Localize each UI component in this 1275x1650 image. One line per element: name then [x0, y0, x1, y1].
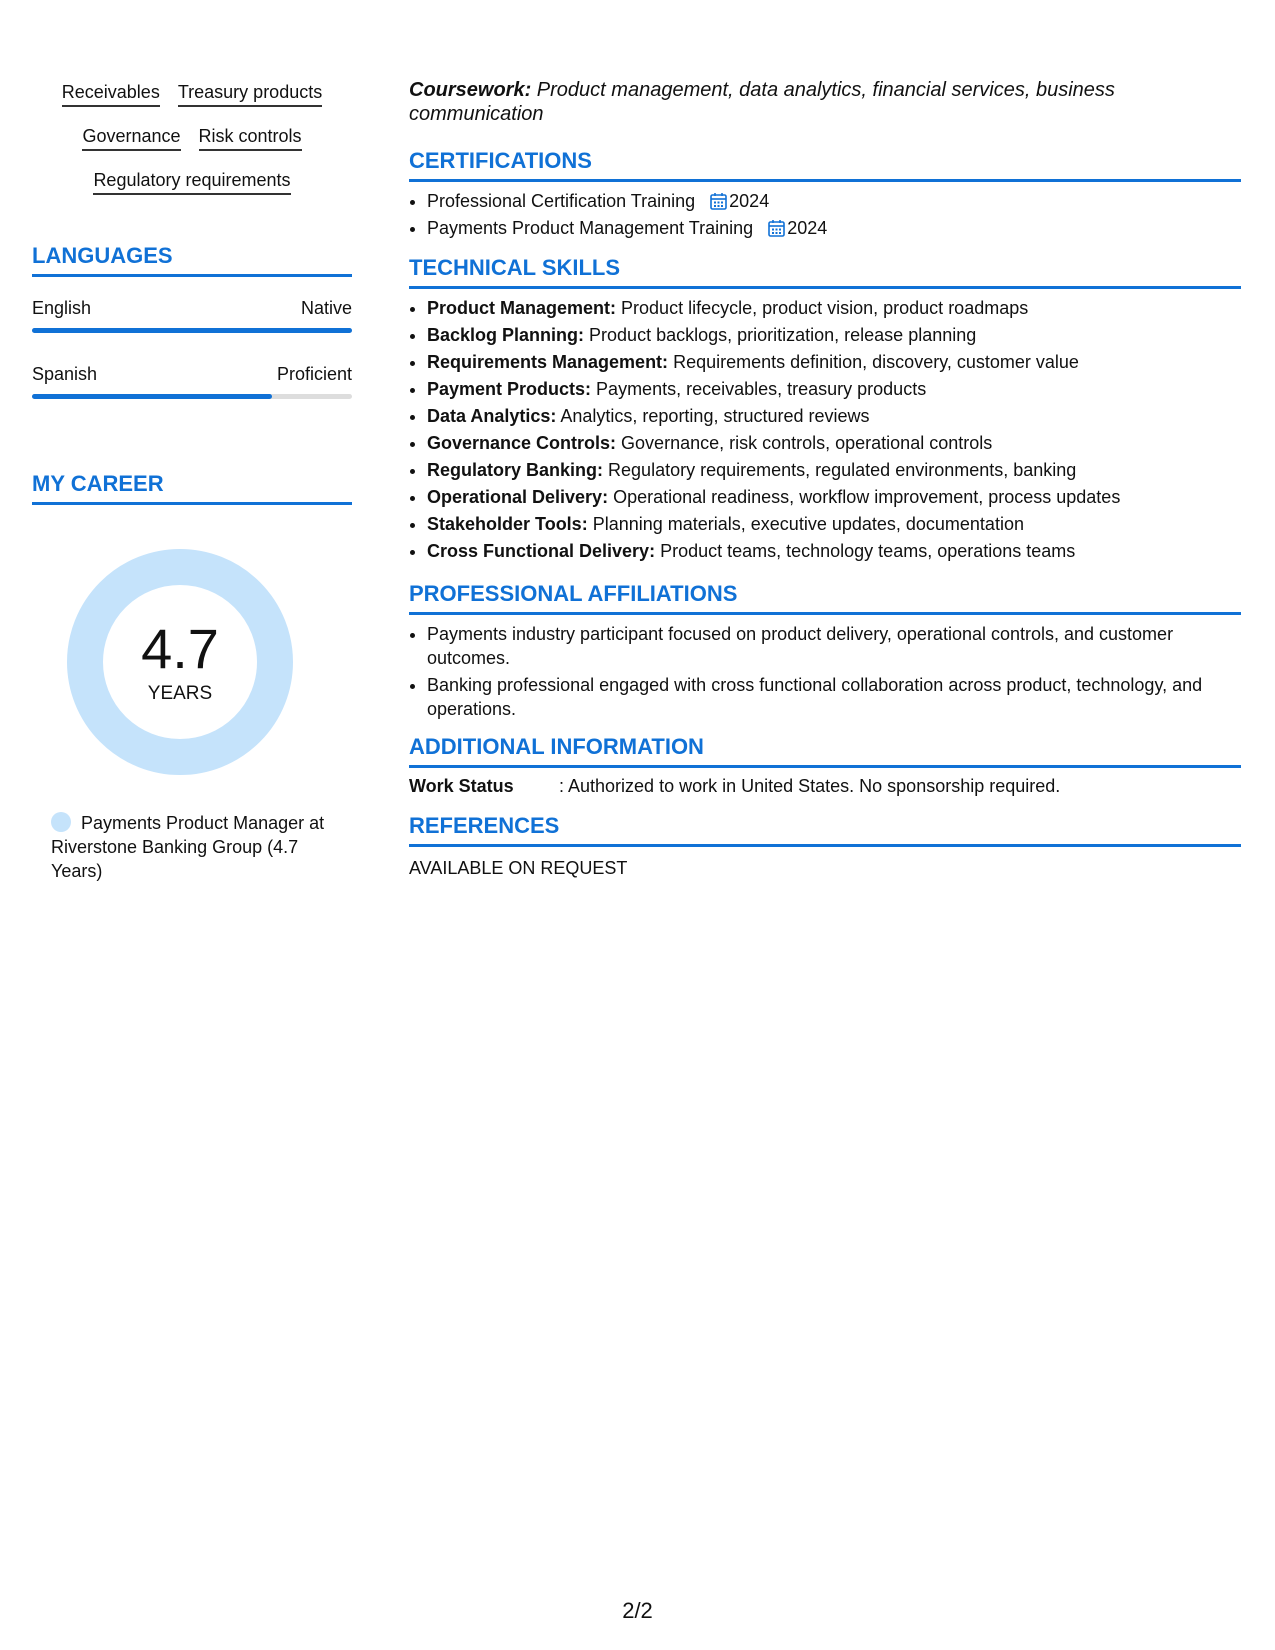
affiliation-item: • Banking professional engaged with cross functional collaboration across product, technology, and operations. — [427, 673, 1241, 721]
skill-item — [427, 376, 1241, 403]
skill-text: Analytics, reporting, structured reviews — [556, 406, 870, 426]
skill-label: Data Analytics: — [427, 406, 557, 426]
skill-text: Product teams, technology teams, operations teams — [655, 541, 1076, 561]
certification-name: Professional Certification Training — [427, 191, 696, 211]
affiliations-section — [409, 580, 1241, 721]
languages-title: LANGUAGES — [32, 243, 173, 268]
career-years-unit: YEARS — [147, 683, 213, 704]
skill-item — [427, 457, 1241, 484]
skill-item — [427, 349, 1241, 376]
additional-info-section — [409, 733, 1241, 798]
coursework-label: Coursework: — [409, 79, 532, 101]
legend-dot-icon — [51, 812, 71, 832]
skill-label: Governance Controls: — [427, 433, 617, 453]
page-number: 2/2 — [622, 1598, 653, 1623]
language-level: Native — [300, 298, 352, 318]
language-progress-fill — [32, 394, 272, 399]
sidebar — [32, 80, 352, 883]
additional-info-title: ADDITIONAL INFORMATION — [409, 734, 704, 759]
skill-text: Product backlogs, prioritization, release planning — [584, 325, 977, 345]
skill-label: Backlog Planning: — [427, 325, 585, 345]
skill-item — [427, 538, 1241, 565]
language-name: Spanish — [32, 364, 98, 384]
skill-label: Requirements Management: — [427, 352, 669, 372]
skill-text: Operational readiness, workflow improvement, process updates — [608, 487, 1121, 507]
coursework — [409, 78, 1241, 126]
work-status-value: : Authorized to work in United States. No sponsorship required. — [559, 776, 1061, 796]
tag-receivables: Receivables — [62, 80, 160, 107]
language-progress-fill — [32, 328, 352, 333]
career-legend-text: Payments Product Manager at Riverstone Banking Group (4.7 Years) — [51, 813, 325, 881]
skill-label: Payment Products: — [427, 379, 592, 399]
tag-governance: Governance — [82, 124, 180, 151]
section-divider — [409, 179, 1241, 182]
skill-label: Regulatory Banking: — [427, 460, 604, 480]
certifications-section — [409, 147, 1241, 242]
section-divider — [32, 502, 352, 505]
work-status-row — [409, 774, 1241, 798]
career-legend — [51, 811, 341, 883]
language-progress-bar — [32, 394, 352, 399]
language-item — [32, 296, 352, 333]
career-title: MY CAREER — [32, 471, 164, 496]
skill-label: Cross Functional Delivery: — [427, 541, 656, 561]
main-content — [409, 78, 1241, 880]
skill-label: Operational Delivery: — [427, 487, 609, 507]
section-divider — [409, 286, 1241, 289]
skill-text: Governance, risk controls, operational controls — [616, 433, 993, 453]
skill-label: Product Management: — [427, 298, 617, 318]
certification-year: 2024 — [729, 191, 770, 211]
certification-year: 2024 — [787, 218, 828, 238]
skill-item — [427, 295, 1241, 322]
language-progress-bar — [32, 328, 352, 333]
references-title: REFERENCES — [409, 813, 560, 838]
language-name: English — [32, 298, 92, 318]
section-divider — [409, 612, 1241, 615]
skill-text: Payments, receivables, treasury products — [591, 379, 927, 399]
affiliations-title: PROFESSIONAL AFFILIATIONS — [409, 581, 738, 606]
tag-treasury-products: Treasury products — [178, 80, 322, 107]
skill-text: Planning materials, executive updates, documentation — [587, 514, 1024, 534]
references-text: AVAILABLE ON REQUEST — [409, 858, 628, 878]
career-total-years: 4.7 — [141, 617, 219, 680]
languages-section — [32, 242, 352, 399]
career-section — [32, 470, 352, 883]
certifications-title: CERTIFICATIONS — [409, 148, 592, 173]
language-level: Proficient — [276, 364, 352, 384]
skill-text: Regulatory requirements, regulated environments, banking — [603, 460, 1077, 480]
section-divider — [409, 765, 1241, 768]
skill-label: Stakeholder Tools: — [427, 514, 588, 534]
technical-skills-title: TECHNICAL SKILLS — [409, 255, 621, 280]
certification-name: Payments Product Management Training — [427, 218, 754, 238]
coursework-text: Product management, data analytics, financial services, business communication — [409, 79, 1115, 125]
calendar-icon — [710, 192, 727, 210]
skill-item — [427, 484, 1241, 511]
language-item — [32, 362, 352, 399]
certification-item — [427, 188, 1241, 215]
calendar-icon — [768, 219, 785, 237]
tag-regulatory-requirements: Regulatory requirements — [93, 168, 290, 195]
skill-text: Requirements definition, discovery, customer value — [668, 352, 1079, 372]
technical-skills-section — [409, 254, 1241, 565]
skill-item — [427, 322, 1241, 349]
work-status-label: Work Status — [409, 776, 514, 796]
certification-item — [427, 215, 1241, 242]
skill-tags — [32, 80, 352, 195]
career-donut-chart — [67, 549, 293, 775]
skill-item — [427, 430, 1241, 457]
skill-item — [427, 403, 1241, 430]
skill-text: Product lifecycle, product vision, product roadmaps — [616, 298, 1029, 318]
references-section — [409, 812, 1241, 880]
section-divider — [409, 844, 1241, 847]
affiliation-item: • Payments industry participant focused on product delivery, operational controls, and customer outcomes. — [427, 622, 1241, 670]
tag-risk-controls: Risk controls — [199, 124, 302, 151]
skill-item — [427, 511, 1241, 538]
section-divider — [32, 274, 352, 277]
